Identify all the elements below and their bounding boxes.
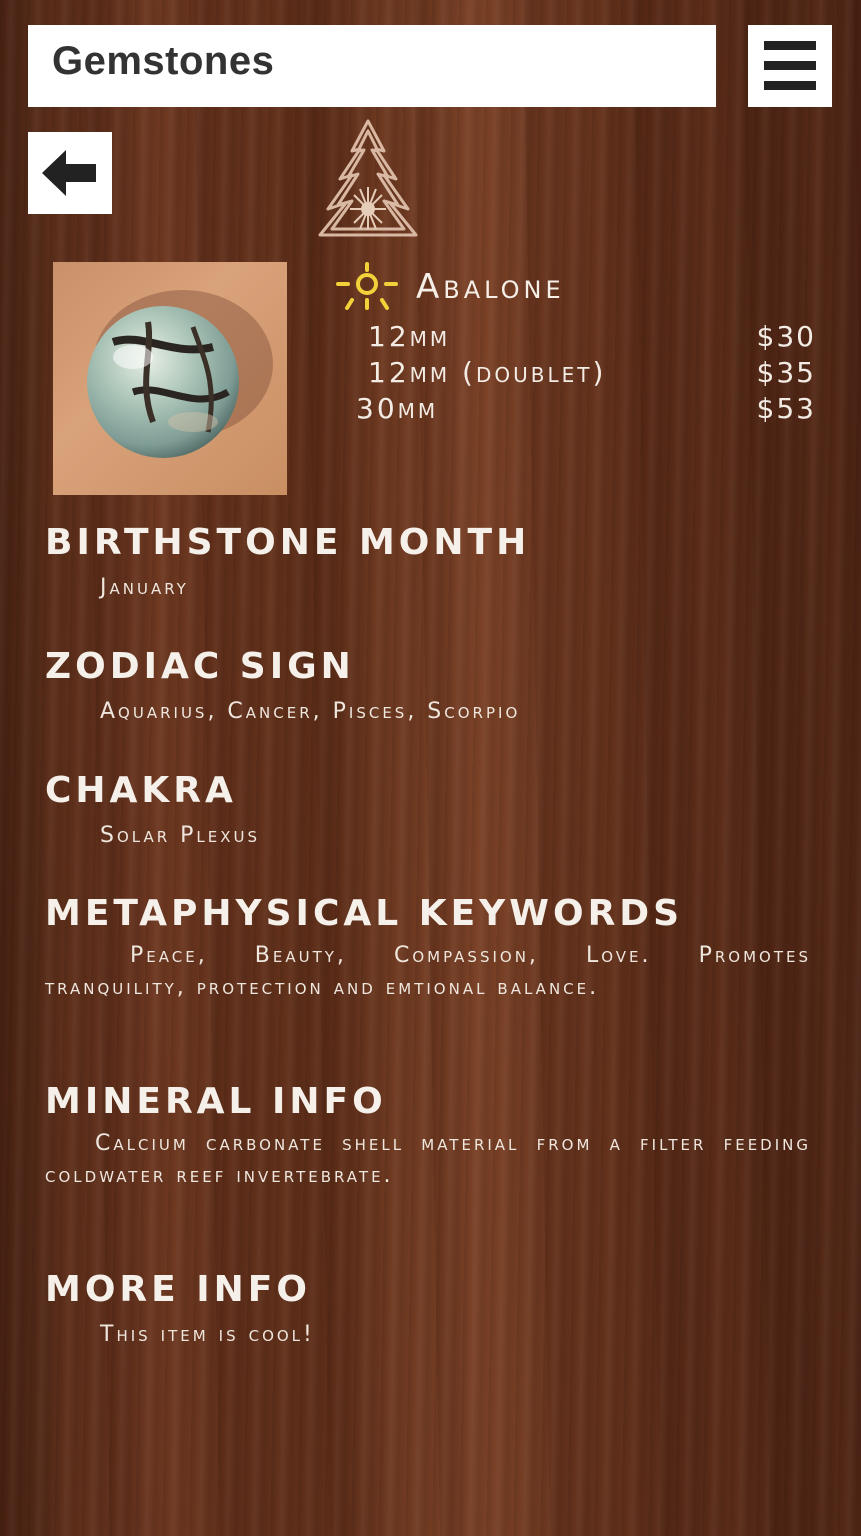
keywords-heading: METAPHYSICAL KEYWORDS <box>45 893 684 934</box>
mineral-heading: MINERAL INFO <box>45 1081 387 1122</box>
chakra-section <box>45 770 811 848</box>
price-size: 12mm <box>368 319 451 353</box>
zodiac-value: Aquarius, Cancer, Pisces, Scorpio <box>100 699 521 724</box>
price-list <box>356 318 816 426</box>
birthstone-heading: BIRTHSTONE MONTH <box>45 522 531 563</box>
gem-name: Abalone <box>416 267 565 307</box>
sun-icon <box>336 262 398 312</box>
keywords-value: Peace, Beauty, Compassion, Love. Promotes tranquility, protection and emtional balance. <box>45 943 811 1000</box>
birthstone-section <box>45 522 811 600</box>
price-row <box>356 390 816 426</box>
birthstone-value: January <box>100 575 189 600</box>
price-size: 30mm <box>356 391 439 425</box>
price-value: $53 <box>756 391 816 425</box>
price-value: $35 <box>756 355 816 389</box>
arrow-left-icon <box>28 132 112 214</box>
mineral-value: Calcium carbonate shell material from a filter feeding coldwater reef invertebrate. <box>45 1131 811 1188</box>
page-title: Gemstones <box>52 39 275 83</box>
page-title-bar <box>28 25 716 107</box>
zodiac-section <box>45 646 811 724</box>
price-row <box>356 318 816 354</box>
price-size: 12mm (doublet) <box>368 355 607 389</box>
more-info-section <box>45 1269 811 1347</box>
chakra-heading: CHAKRA <box>45 770 237 811</box>
mineral-section <box>45 1081 811 1192</box>
more-info-heading: MORE INFO <box>45 1269 311 1310</box>
price-value: $30 <box>756 319 816 353</box>
more-info-value: This item is cool! <box>100 1322 315 1347</box>
menu-button[interactable] <box>748 25 832 107</box>
pine-tree-logo <box>300 117 436 245</box>
chakra-value: Solar Plexus <box>100 823 261 848</box>
gem-name-row <box>336 262 565 312</box>
price-row <box>356 354 816 390</box>
gemstone-photo <box>53 262 287 495</box>
keywords-section <box>45 893 811 1004</box>
back-button[interactable] <box>28 132 112 214</box>
zodiac-heading: ZODIAC SIGN <box>45 646 355 687</box>
